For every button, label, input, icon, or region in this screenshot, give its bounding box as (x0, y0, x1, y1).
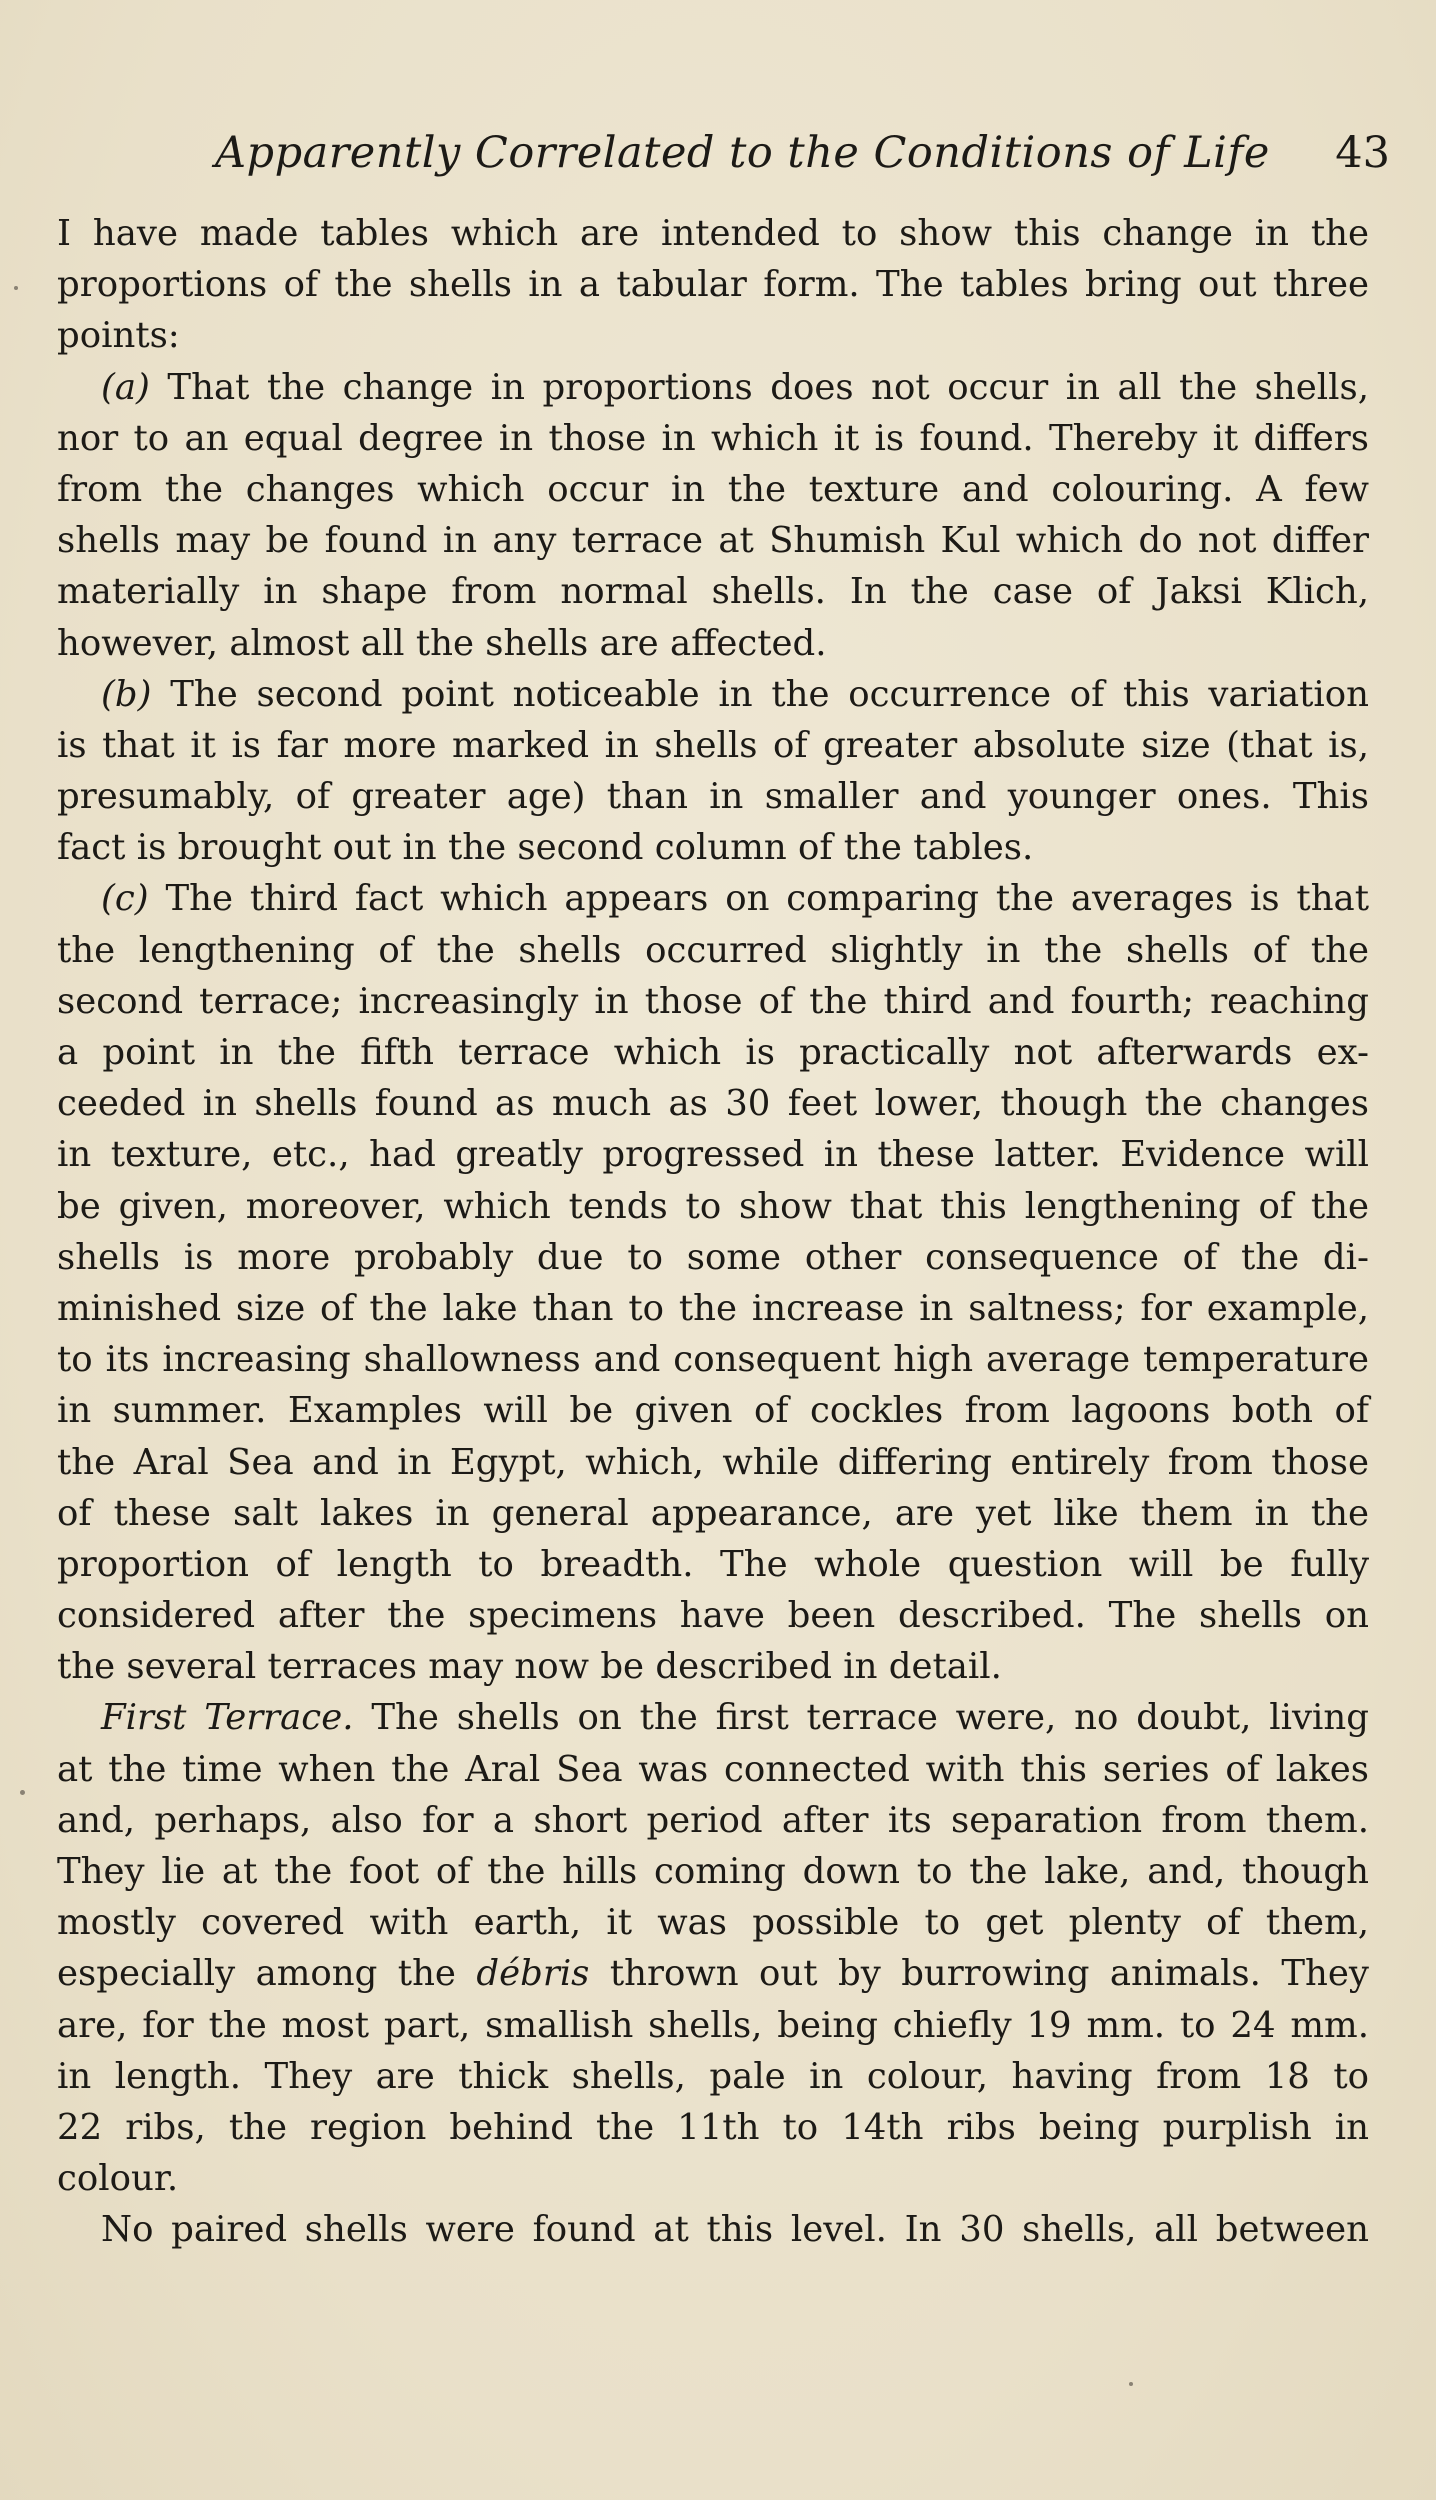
text-line: I have made tables which are intended to show this change in the (57, 213, 1369, 254)
text-line: minished size of the lake than to the increase in saltness; for example, (57, 1287, 1369, 1329)
text-span: especially among the (57, 1953, 477, 1995)
text-line: shells is more probably due to some other consequence of the di- (57, 1236, 1369, 1278)
running-title: Apparently Correlated to the Conditions of Life (215, 128, 1270, 178)
text-span: The third fact which appears on comparing the averages is that (148, 878, 1369, 920)
point-label: (b) (101, 673, 152, 715)
text-line: the lengthening of the shells occurred slightly in the shells of the (57, 929, 1369, 971)
text-line: the several terraces may now be described in detail. (57, 1646, 1002, 1688)
text-line: proportion of length to breadth. The whole question will be fully (57, 1543, 1369, 1585)
text-span: The second point noticeable in the occurrence of this variation (151, 673, 1369, 715)
italic-term: débris (476, 1953, 590, 1995)
text-line: No paired shells were found at this level. In 30 shells, all between (101, 2209, 1369, 2251)
margin-speck (20, 1790, 25, 1795)
paragraph-paired-shells (57, 2204, 1369, 2255)
text-line: of these salt lakes in general appearance, are yet like them in the (57, 1492, 1369, 1534)
paper-speck (1129, 2382, 1133, 2386)
text-line: mostly covered with earth, it was possible to get plenty of them, (57, 1902, 1369, 1944)
page-number: 43 (1335, 128, 1390, 178)
text-line: to its increasing shallowness and consequent high average temperature (57, 1339, 1369, 1381)
section-heading: First Terrace. (101, 1697, 354, 1739)
text-line: in texture, etc., had greatly progressed in these latter. Evidence will (57, 1134, 1369, 1176)
point-label: (c) (101, 878, 149, 920)
text-line: are, for the most part, smallish shells, being chiefly 19 mm. to 24 mm. (57, 2004, 1369, 2046)
text-line (57, 669, 1369, 720)
text-line: proportions of the shells in a tabular form. The tables bring out three (57, 264, 1369, 306)
text-line: be given, moreover, which tends to show that this lengthening of the (57, 1185, 1369, 1227)
text-line: nor to an equal degree in those in which it is found. Thereby it differs (57, 417, 1369, 459)
text-line: the Aral Sea and in Egypt, which, while differing entirely from those (57, 1441, 1369, 1483)
body-text (57, 208, 1369, 2256)
text-line (57, 362, 1369, 413)
text-line: at the time when the Aral Sea was connected with this series of lakes (57, 1748, 1369, 1790)
text-line: 22 ribs, the region behind the 11th to 14th ribs being purplish in (57, 2106, 1369, 2148)
paragraph-point-a (57, 362, 1369, 669)
text-span: That the change in proportions does not occur in all the shells, (149, 366, 1369, 408)
text-line: colour. (57, 2158, 179, 2200)
text-line: in summer. Examples will be given of cockles from lagoons both of (57, 1390, 1369, 1432)
text-line: materially in shape from normal shells. In the case of Jaksi Klich, (57, 571, 1369, 613)
text-span: thrown out by burrowing animals. They (589, 1953, 1369, 1995)
text-line: a point in the fifth terrace which is practically not afterwards ex- (57, 1032, 1369, 1073)
point-label: (a) (101, 366, 150, 408)
text-line: however, almost all the shells are affected. (57, 622, 827, 664)
margin-speck (14, 286, 18, 290)
text-line: presumably, of greater age) than in smaller and younger ones. This (57, 776, 1369, 818)
text-line: ceeded in shells found as much as 30 feet lower, though the changes (57, 1083, 1369, 1125)
text-line: points: (57, 315, 180, 357)
text-line (57, 1692, 1369, 1743)
paragraph-point-b (57, 669, 1369, 874)
text-line: from the changes which occur in the texture and colouring. A few (57, 468, 1369, 510)
text-line: and, perhaps, also for a short period after its separation from them. (57, 1799, 1369, 1841)
text-line: shells may be found in any terrace at Shumish Kul which do not differ (57, 520, 1369, 562)
running-head (215, 118, 1390, 188)
text-line (57, 873, 1369, 924)
text-span: The shells on the first terrace were, no doubt, living (353, 1697, 1369, 1739)
text-line: They lie at the foot of the hills coming down to the lake, and, though (57, 1851, 1369, 1892)
text-line: considered after the specimens have been described. The shells on (57, 1595, 1369, 1637)
paragraph-point-c (57, 873, 1369, 1692)
text-line: in length. They are thick shells, pale in colour, having from 18 to (57, 2055, 1369, 2097)
paragraph-first-terrace (57, 1692, 1369, 2204)
text-line (57, 1948, 1369, 1999)
text-line: fact is brought out in the second column of the tables. (57, 827, 1034, 869)
text-line: is that it is far more marked in shells of greater absolute size (that is, (57, 724, 1369, 766)
text-line: second terrace; increasingly in those of the third and fourth; reaching (57, 980, 1369, 1022)
paragraph-intro (57, 208, 1369, 362)
